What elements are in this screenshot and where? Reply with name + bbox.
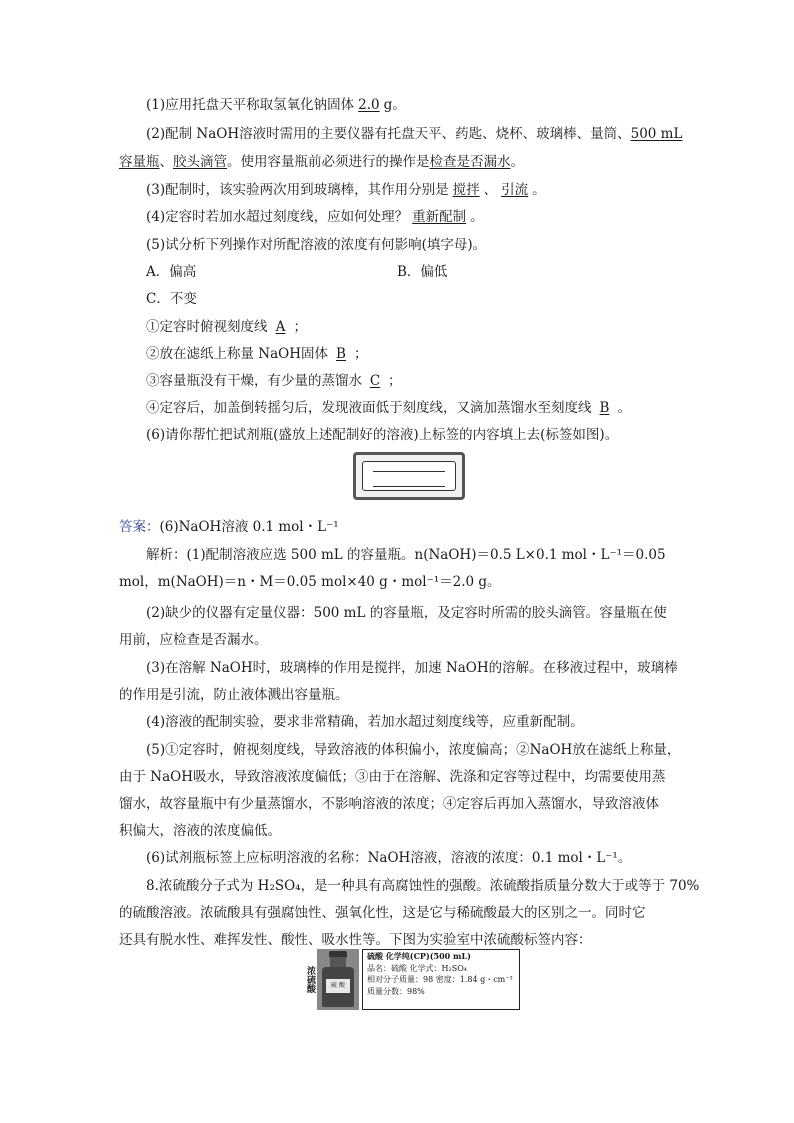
- answer-blank: 500 mL: [630, 126, 683, 142]
- answer-label: 答案：: [119, 519, 160, 535]
- answer-blank: B: [599, 400, 610, 416]
- analysis-line: 由于 NaOH吸水，导致溶液浓度偏低；③由于在溶解、洗涤和定容等过程中，均需要使用蒸: [119, 769, 666, 785]
- question-5: (5)试分析下列操作对所配溶液的浓度有何影响(填字母)。: [146, 237, 487, 253]
- acid-side-caption: 浓硫酸: [305, 966, 315, 993]
- analysis-line: 用前，应检查是否漏水。: [119, 632, 268, 648]
- label-line: [373, 486, 445, 487]
- acid-label: 硫酸 化学纯(CP)(500 mL) 品名：硫酸 化学式：H₂SO₄ 相对分子质量：98 密度：1.84 g・cm⁻³ 质量分数：98%: [362, 949, 520, 1010]
- question-1: (1)应用托盘天平称取氢氧化钠固体 2.0 g。: [146, 97, 406, 113]
- q5-item-4: ④定容后，加盖倒转摇匀后，发现液面低于刻度线，又滴加蒸馏水至刻度线 B 。: [146, 400, 631, 416]
- analysis-line: 解析：(1)配制溶液应选 500 mL 的容量瓶。n(NaOH)＝0.5 L×0.1 mol・L⁻¹＝0.05: [146, 547, 666, 563]
- answer-blank: 胶头滴管: [173, 154, 227, 170]
- question-8-line: 8.浓硫酸分子式为 H₂SO₄，是一种具有高腐蚀性的强酸。浓硫酸指质量分数大于或等于 70%: [146, 878, 700, 894]
- answer-line: 答案：(6)NaOH溶液 0.1 mol・L⁻¹: [119, 519, 339, 535]
- option-b: B．偏低: [397, 264, 448, 280]
- answer-blank: B: [336, 346, 346, 362]
- answer-blank: 搅拌: [452, 182, 480, 198]
- label-line: [373, 471, 445, 472]
- question-4: (4)定容时若加水超过刻度线，应如何处理？ 重新配制 。: [146, 209, 484, 225]
- analysis-line: (4)溶液的配制实验，要求非常精确，若加水超过刻度线等，应重新配制。: [146, 714, 584, 730]
- acid-bottle-photo: [317, 949, 359, 1010]
- question-8-line: 还具有脱水性、难挥发性、酸性、吸水性等。下图为实验室中浓硫酸标签内容：: [119, 932, 592, 948]
- label-inner: [362, 461, 456, 491]
- question-8-line: 的硫酸溶液。浓硫酸具有强腐蚀性、强氧化性，这是它与稀硫酸最大的区别之一。同时它: [119, 905, 646, 921]
- answer-blank: 引流: [501, 182, 529, 198]
- answer-blank: 容量瓶: [119, 154, 160, 170]
- analysis-line: 的作用是引流，防止液体溅出容量瓶。: [119, 687, 349, 703]
- answer-blank: 检查是否漏水: [429, 154, 511, 170]
- answer-blank: 2.0: [358, 97, 380, 113]
- answer-blank: A: [275, 319, 286, 335]
- q5-item-3: ③容量瓶没有干燥，有少量的蒸馏水 C ；: [146, 373, 402, 389]
- answer-blank: C: [369, 373, 381, 389]
- q5-item-2: ②放在滤纸上称量 NaOH固体 B ；: [146, 346, 368, 362]
- question-6: (6)请你帮忙把试剂瓶(盛放上述配制好的溶液)上标签的内容填上去(标签如图)。: [146, 427, 619, 443]
- question-3: (3)配制时，该实验两次用到玻璃棒，其作用分别是 搅拌 、 引流 。: [146, 182, 546, 198]
- bottle-tag: 硫 酸: [326, 979, 350, 993]
- analysis-line: 积偏大，溶液的浓度偏低。: [119, 823, 281, 839]
- q5-item-1: ①定容时俯视刻度线 A ；: [146, 319, 307, 335]
- analysis-line: (3)在溶解 NaOH时，玻璃棒的作用是搅拌，加速 NaOH的溶解。在移液过程中，玻璃棒: [146, 660, 678, 676]
- answer-blank: 重新配制: [412, 209, 467, 225]
- analysis-line: (2)缺少的仪器有定量仪器：500 mL 的容量瓶，及定容时所需的胶头滴管。容量瓶在使: [146, 605, 667, 621]
- option-a: A．偏高: [146, 264, 197, 280]
- analysis-line: (6)试剂瓶标签上应标明溶液的名称：NaOH溶液，溶液的浓度：0.1 mol・L⁻¹。: [146, 850, 632, 866]
- analysis-line: 馏水，故容量瓶中有少量蒸馏水，不影响溶液的浓度；④定容后再加入蒸馏水，导致溶液体: [119, 796, 659, 812]
- analysis-line: mol，m(NaOH)＝n・M＝0.05 mol×40 g・mol⁻¹＝2.0 g。: [119, 574, 501, 590]
- option-c: C．不变: [146, 291, 197, 307]
- analysis-line: (5)①定容时，俯视刻度线，导致溶液的体积偏小，浓度偏高；②NaOH放在滤纸上称量，: [146, 742, 681, 758]
- question-2-line1: (2)配制 NaOH溶液时需用的主要仪器有托盘天平、药匙、烧杯、玻璃棒、量筒、500 mL: [146, 126, 683, 142]
- reagent-label-figure: [353, 452, 465, 500]
- question-2-line2: 容量瓶、胶头滴管。使用容量瓶前必须进行的操作是检查是否漏水。: [119, 154, 524, 170]
